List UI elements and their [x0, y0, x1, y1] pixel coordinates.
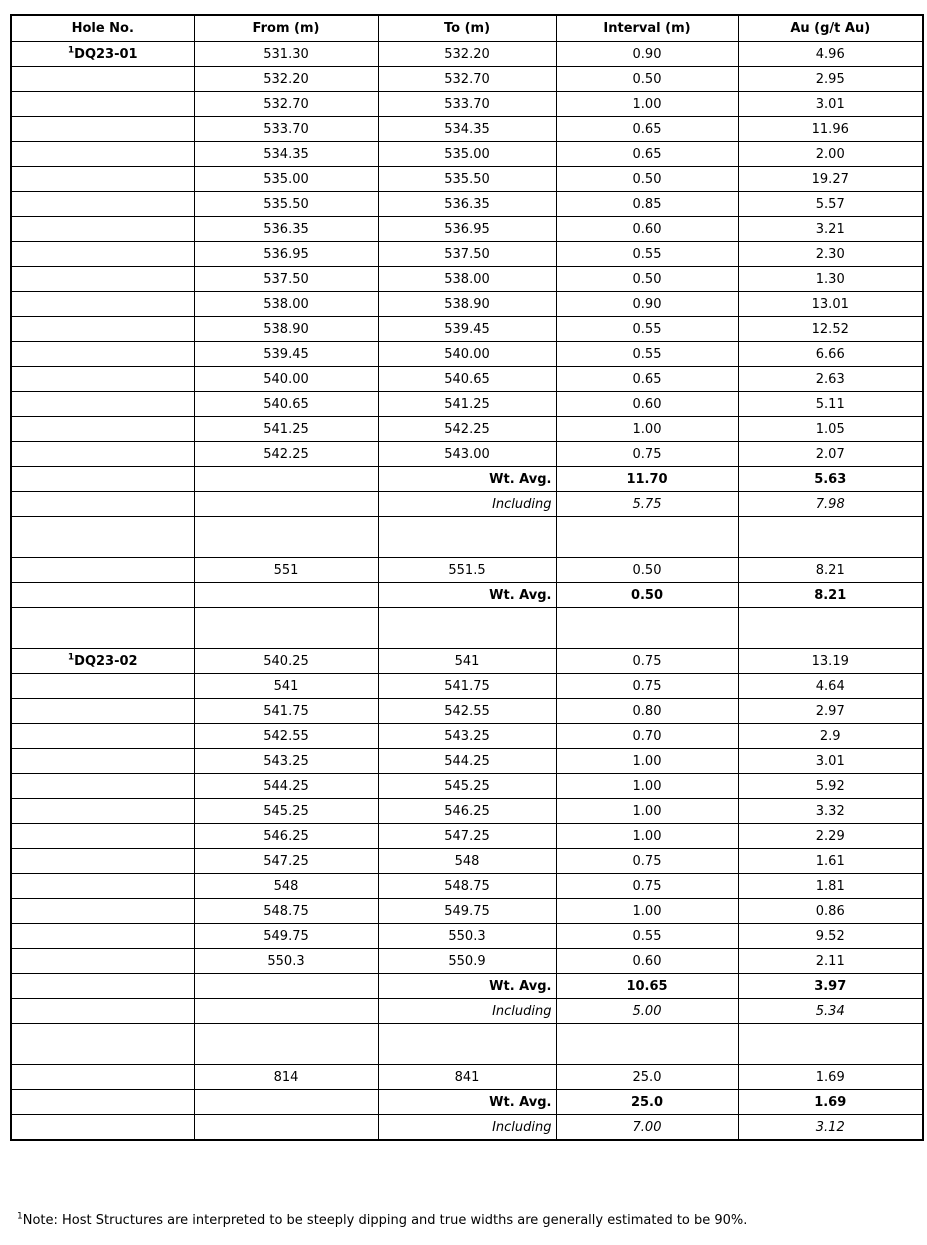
table-row — [11, 242, 923, 267]
hole-cell — [11, 824, 194, 849]
au-cell: 19.27 — [738, 167, 923, 192]
interval-cell: 1.00 — [556, 749, 738, 774]
au-cell: 5.34 — [738, 999, 923, 1024]
hole-cell — [11, 292, 194, 317]
interval-cell: 0.50 — [556, 167, 738, 192]
interval-cell: 25.0 — [556, 1090, 738, 1115]
header-hole-no: Hole No. — [11, 15, 194, 42]
to-cell: 549.75 — [378, 899, 556, 924]
wtavg-row — [11, 974, 923, 999]
to-cell: 540.65 — [378, 367, 556, 392]
from-cell: 547.25 — [194, 849, 378, 874]
interval-cell: 0.65 — [556, 142, 738, 167]
au-cell: 2.11 — [738, 949, 923, 974]
wtavg-row — [11, 467, 923, 492]
interval-cell: 0.70 — [556, 724, 738, 749]
au-cell: 2.97 — [738, 699, 923, 724]
hole-cell — [11, 142, 194, 167]
to-cell: 536.35 — [378, 192, 556, 217]
hole-cell — [11, 1115, 194, 1141]
table-row — [11, 42, 923, 67]
from-cell: 549.75 — [194, 924, 378, 949]
to-cell: 532.20 — [378, 42, 556, 67]
from-cell: 542.25 — [194, 442, 378, 467]
hole-cell — [11, 774, 194, 799]
from-cell: 536.95 — [194, 242, 378, 267]
interval-cell: 0.50 — [556, 558, 738, 583]
to-cell: 546.25 — [378, 799, 556, 824]
from-cell: 541.75 — [194, 699, 378, 724]
hole-cell — [11, 517, 194, 558]
from-cell — [194, 608, 378, 649]
to-cell: 545.25 — [378, 774, 556, 799]
au-cell: 4.96 — [738, 42, 923, 67]
from-cell: 541 — [194, 674, 378, 699]
interval-cell: 0.60 — [556, 217, 738, 242]
from-cell: 546.25 — [194, 824, 378, 849]
table-row — [11, 674, 923, 699]
wtavg-label: Wt. Avg. — [378, 583, 556, 608]
hole-cell — [11, 849, 194, 874]
hole-cell — [11, 749, 194, 774]
au-cell — [738, 517, 923, 558]
interval-cell: 0.55 — [556, 342, 738, 367]
table-row — [11, 367, 923, 392]
au-cell: 1.05 — [738, 417, 923, 442]
interval-cell — [556, 608, 738, 649]
au-cell: 13.01 — [738, 292, 923, 317]
hole-cell — [11, 1090, 194, 1115]
header-from: From (m) — [194, 15, 378, 42]
interval-cell: 0.75 — [556, 849, 738, 874]
hole-cell — [11, 899, 194, 924]
from-cell — [194, 492, 378, 517]
assay-table-body — [11, 42, 923, 1141]
from-cell: 550.3 — [194, 949, 378, 974]
from-cell: 545.25 — [194, 799, 378, 824]
to-cell: 535.50 — [378, 167, 556, 192]
interval-cell: 1.00 — [556, 92, 738, 117]
from-cell — [194, 1090, 378, 1115]
interval-cell: 0.75 — [556, 442, 738, 467]
from-cell: 540.25 — [194, 649, 378, 674]
interval-cell: 0.55 — [556, 242, 738, 267]
from-cell: 535.00 — [194, 167, 378, 192]
hole-cell — [11, 674, 194, 699]
au-cell: 6.66 — [738, 342, 923, 367]
from-cell: 544.25 — [194, 774, 378, 799]
to-cell: 540.00 — [378, 342, 556, 367]
to-cell: 537.50 — [378, 242, 556, 267]
hole-cell — [11, 267, 194, 292]
au-cell: 2.00 — [738, 142, 923, 167]
to-cell: 550.9 — [378, 949, 556, 974]
hole-cell — [11, 67, 194, 92]
au-cell — [738, 1024, 923, 1065]
from-cell: 814 — [194, 1065, 378, 1090]
interval-cell: 1.00 — [556, 899, 738, 924]
to-cell — [378, 1024, 556, 1065]
au-cell: 5.63 — [738, 467, 923, 492]
from-cell — [194, 974, 378, 999]
au-cell: 13.19 — [738, 649, 923, 674]
interval-cell: 7.00 — [556, 1115, 738, 1141]
au-cell: 3.97 — [738, 974, 923, 999]
hole-cell — [11, 392, 194, 417]
hole-cell — [11, 1024, 194, 1065]
table-row — [11, 192, 923, 217]
au-cell: 2.9 — [738, 724, 923, 749]
au-cell: 3.32 — [738, 799, 923, 824]
including-label: Including — [378, 1115, 556, 1141]
hole-superscript: 1 — [67, 45, 75, 56]
table-row — [11, 117, 923, 142]
hole-cell — [11, 583, 194, 608]
table-row — [11, 899, 923, 924]
including-row — [11, 999, 923, 1024]
hole-cell — [11, 974, 194, 999]
from-cell: 531.30 — [194, 42, 378, 67]
table-row — [11, 799, 923, 824]
header-interval: Interval (m) — [556, 15, 738, 42]
au-cell: 2.30 — [738, 242, 923, 267]
to-cell: 535.00 — [378, 142, 556, 167]
from-cell: 548.75 — [194, 899, 378, 924]
header-au: Au (g/t Au) — [738, 15, 923, 42]
interval-cell: 0.75 — [556, 674, 738, 699]
interval-cell: 0.75 — [556, 874, 738, 899]
header-to: To (m) — [378, 15, 556, 42]
wtavg-label: Wt. Avg. — [378, 1090, 556, 1115]
from-cell — [194, 583, 378, 608]
from-cell: 543.25 — [194, 749, 378, 774]
table-row — [11, 749, 923, 774]
to-cell: 541.25 — [378, 392, 556, 417]
from-cell — [194, 517, 378, 558]
from-cell: 536.35 — [194, 217, 378, 242]
to-cell: 548 — [378, 849, 556, 874]
footnote-superscript: 1 — [17, 1211, 23, 1222]
table-row — [11, 92, 923, 117]
table-row — [11, 267, 923, 292]
au-cell: 11.96 — [738, 117, 923, 142]
from-cell: 551 — [194, 558, 378, 583]
interval-cell: 5.00 — [556, 999, 738, 1024]
au-cell: 7.98 — [738, 492, 923, 517]
from-cell: 540.00 — [194, 367, 378, 392]
to-cell: 541 — [378, 649, 556, 674]
table-row — [11, 442, 923, 467]
interval-cell: 0.80 — [556, 699, 738, 724]
hole-cell — [11, 242, 194, 267]
hole-cell — [11, 367, 194, 392]
table-row — [11, 649, 923, 674]
au-cell: 12.52 — [738, 317, 923, 342]
table-row — [11, 824, 923, 849]
au-cell: 4.64 — [738, 674, 923, 699]
au-cell: 2.95 — [738, 67, 923, 92]
to-cell: 550.3 — [378, 924, 556, 949]
au-cell: 3.01 — [738, 749, 923, 774]
to-cell: 533.70 — [378, 92, 556, 117]
au-cell — [738, 608, 923, 649]
including-row — [11, 492, 923, 517]
hole-cell — [11, 1065, 194, 1090]
from-cell — [194, 1115, 378, 1141]
interval-cell: 0.65 — [556, 117, 738, 142]
interval-cell: 11.70 — [556, 467, 738, 492]
interval-cell: 0.85 — [556, 192, 738, 217]
table-row — [11, 392, 923, 417]
wtavg-row — [11, 583, 923, 608]
au-cell: 1.69 — [738, 1065, 923, 1090]
au-cell: 2.07 — [738, 442, 923, 467]
au-cell: 8.21 — [738, 583, 923, 608]
interval-cell: 0.90 — [556, 42, 738, 67]
hole-cell — [11, 167, 194, 192]
interval-cell: 0.65 — [556, 367, 738, 392]
interval-cell: 0.55 — [556, 924, 738, 949]
header-row — [11, 15, 923, 42]
from-cell: 535.50 — [194, 192, 378, 217]
au-cell: 1.69 — [738, 1090, 923, 1115]
au-cell: 2.29 — [738, 824, 923, 849]
from-cell: 534.35 — [194, 142, 378, 167]
au-cell: 8.21 — [738, 558, 923, 583]
to-cell: 534.35 — [378, 117, 556, 142]
au-cell: 1.61 — [738, 849, 923, 874]
to-cell: 841 — [378, 1065, 556, 1090]
from-cell — [194, 467, 378, 492]
hole-cell — [11, 492, 194, 517]
table-row — [11, 342, 923, 367]
hole-cell — [11, 117, 194, 142]
table-row — [11, 849, 923, 874]
interval-cell — [556, 1024, 738, 1065]
interval-cell: 0.90 — [556, 292, 738, 317]
hole-cell — [11, 799, 194, 824]
to-cell: 543.25 — [378, 724, 556, 749]
hole-cell — [11, 342, 194, 367]
table-row — [11, 67, 923, 92]
hole-cell — [11, 949, 194, 974]
interval-cell: 5.75 — [556, 492, 738, 517]
au-cell: 3.12 — [738, 1115, 923, 1141]
spacer-row — [11, 1024, 923, 1065]
hole-cell — [11, 999, 194, 1024]
wtavg-label: Wt. Avg. — [378, 467, 556, 492]
from-cell: 538.00 — [194, 292, 378, 317]
au-cell: 3.21 — [738, 217, 923, 242]
interval-cell: 10.65 — [556, 974, 738, 999]
interval-cell: 0.75 — [556, 649, 738, 674]
interval-cell: 1.00 — [556, 417, 738, 442]
footnote-text: Note: Host Structures are interpreted to be steeply dipping and true widths are generally estimated to be 90%. — [22, 1213, 748, 1228]
to-cell: 542.55 — [378, 699, 556, 724]
from-cell: 532.20 — [194, 67, 378, 92]
to-cell: 532.70 — [378, 67, 556, 92]
from-cell: 542.55 — [194, 724, 378, 749]
hole-cell — [11, 467, 194, 492]
interval-cell: 1.00 — [556, 774, 738, 799]
interval-cell — [556, 517, 738, 558]
to-cell: 539.45 — [378, 317, 556, 342]
including-row — [11, 1115, 923, 1141]
table-row — [11, 774, 923, 799]
interval-cell: 1.00 — [556, 799, 738, 824]
hole-cell: $^1$DQ23-01 — [11, 42, 194, 67]
hole-cell — [11, 317, 194, 342]
from-cell: 539.45 — [194, 342, 378, 367]
to-cell: 538.00 — [378, 267, 556, 292]
table-row — [11, 217, 923, 242]
interval-cell: 0.50 — [556, 583, 738, 608]
from-cell: 540.65 — [194, 392, 378, 417]
table-row — [11, 924, 923, 949]
hole-cell — [11, 724, 194, 749]
hole-cell — [11, 442, 194, 467]
hole-cell — [11, 608, 194, 649]
to-cell: 541.75 — [378, 674, 556, 699]
footnote — [17, 1213, 747, 1228]
au-cell: 0.86 — [738, 899, 923, 924]
table-row — [11, 874, 923, 899]
including-label: Including — [378, 999, 556, 1024]
to-cell: 548.75 — [378, 874, 556, 899]
hole-cell — [11, 217, 194, 242]
to-cell: 551.5 — [378, 558, 556, 583]
au-cell: 5.92 — [738, 774, 923, 799]
to-cell: 536.95 — [378, 217, 556, 242]
from-cell: 548 — [194, 874, 378, 899]
table-row — [11, 1065, 923, 1090]
interval-cell: 0.60 — [556, 392, 738, 417]
table-row — [11, 417, 923, 442]
from-cell: 532.70 — [194, 92, 378, 117]
to-cell: 547.25 — [378, 824, 556, 849]
table-row — [11, 167, 923, 192]
hole-cell — [11, 558, 194, 583]
including-label: Including — [378, 492, 556, 517]
from-cell: 533.70 — [194, 117, 378, 142]
to-cell — [378, 608, 556, 649]
hole-cell — [11, 192, 194, 217]
wtavg-label: Wt. Avg. — [378, 974, 556, 999]
interval-cell: 0.55 — [556, 317, 738, 342]
assay-results-table — [10, 14, 924, 1141]
hole-cell — [11, 417, 194, 442]
table-row — [11, 558, 923, 583]
interval-cell: 0.50 — [556, 267, 738, 292]
from-cell: 541.25 — [194, 417, 378, 442]
au-cell: 5.11 — [738, 392, 923, 417]
to-cell: 543.00 — [378, 442, 556, 467]
au-cell: 1.81 — [738, 874, 923, 899]
table-row — [11, 699, 923, 724]
table-row — [11, 724, 923, 749]
hole-cell: $^1$DQ23-02 — [11, 649, 194, 674]
interval-cell: 25.0 — [556, 1065, 738, 1090]
to-cell: 538.90 — [378, 292, 556, 317]
hole-cell — [11, 699, 194, 724]
hole-cell — [11, 92, 194, 117]
hole-cell — [11, 874, 194, 899]
spacer-row — [11, 608, 923, 649]
interval-cell: 0.60 — [556, 949, 738, 974]
from-cell — [194, 1024, 378, 1065]
table-row — [11, 317, 923, 342]
table-row — [11, 949, 923, 974]
from-cell — [194, 999, 378, 1024]
table-row — [11, 292, 923, 317]
to-cell: 542.25 — [378, 417, 556, 442]
au-cell: 5.57 — [738, 192, 923, 217]
hole-cell — [11, 924, 194, 949]
hole-superscript: 1 — [67, 652, 75, 663]
interval-cell: 1.00 — [556, 824, 738, 849]
from-cell: 537.50 — [194, 267, 378, 292]
au-cell: 1.30 — [738, 267, 923, 292]
au-cell: 2.63 — [738, 367, 923, 392]
to-cell — [378, 517, 556, 558]
to-cell: 544.25 — [378, 749, 556, 774]
interval-cell: 0.50 — [556, 67, 738, 92]
au-cell: 3.01 — [738, 92, 923, 117]
au-cell: 9.52 — [738, 924, 923, 949]
table-row — [11, 142, 923, 167]
wtavg-row — [11, 1090, 923, 1115]
spacer-row — [11, 517, 923, 558]
from-cell: 538.90 — [194, 317, 378, 342]
